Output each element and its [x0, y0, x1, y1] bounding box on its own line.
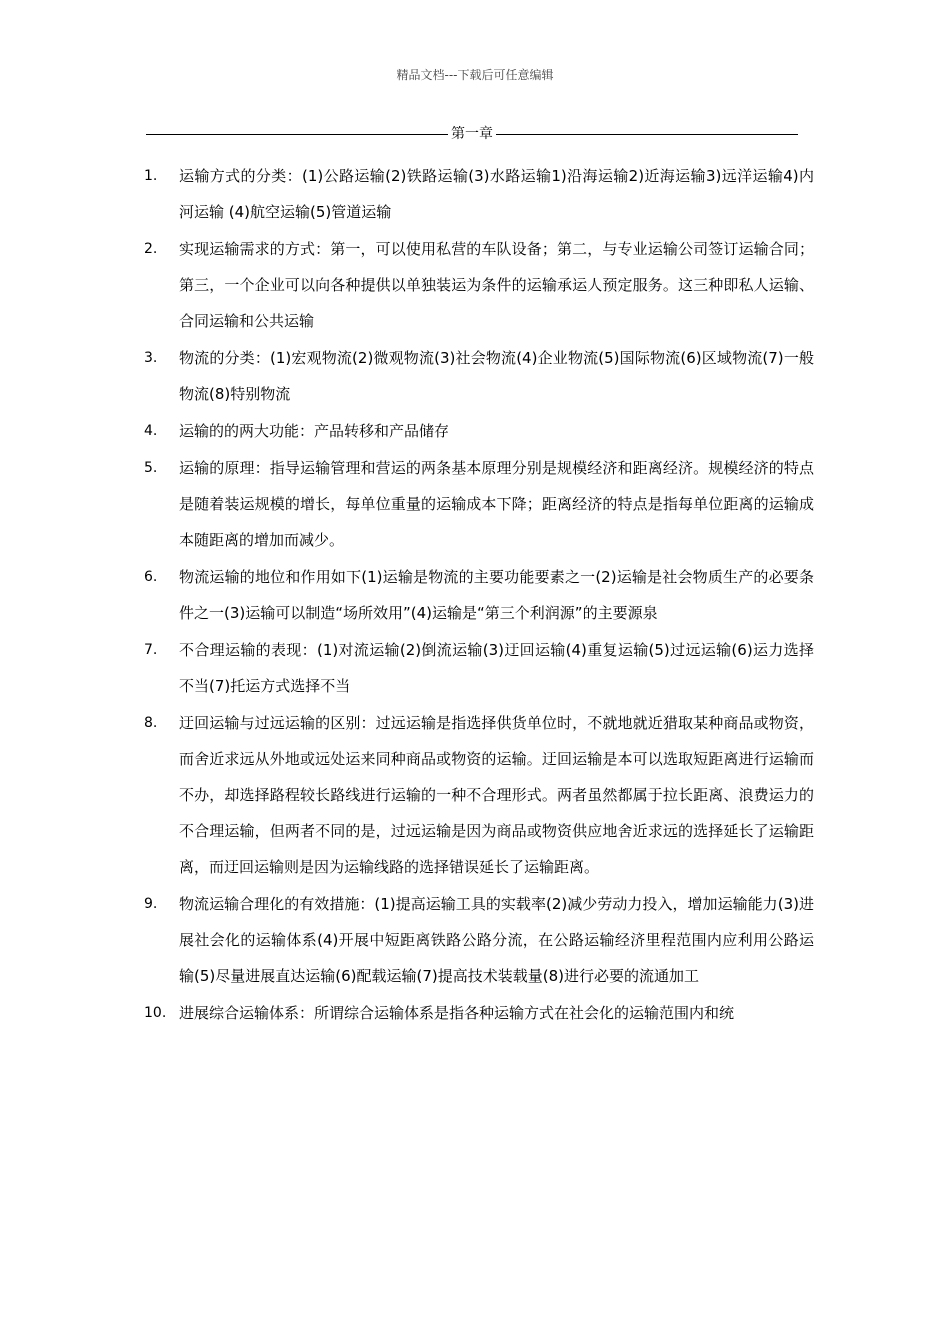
- item-text: 不合理运输的表现：(1)对流运输(2)倒流运输(3)迂回运输(4)重复运输(5)过远运输(6)运力选择不当(7)托运方式选择不当: [179, 641, 814, 695]
- item-number: 5.: [144, 460, 158, 476]
- chapter-rule-right: [496, 134, 798, 135]
- item-number: 10.: [144, 1005, 167, 1021]
- item-text: 实现运输需求的方式：第一，可以使用私营的车队设备；第二，与专业运输公司签订运输合同；第三，一个企业可以向各种提供以单独装运为条件的运输承运人预定服务。这三种即私人运输、合同运输和公共运输: [179, 240, 814, 330]
- item-number: 3.: [144, 350, 158, 366]
- item-number: 6.: [144, 569, 158, 585]
- list-item: [144, 559, 814, 631]
- item-text: 物流运输的地位和作用如下(1)运输是物流的主要功能要素之一(2)运输是社会物质生产的必要条件之一(3)运输可以制造“场所效用”(4)运输是“第三个利润源”的主要源泉: [179, 568, 814, 622]
- page-header-note: 精品文档---下载后可任意编辑: [396, 68, 554, 82]
- item-number: 2.: [144, 241, 158, 257]
- item-text: 运输的原理：指导运输管理和营运的两条基本原理分别是规模经济和距离经济。规模经济的特点是随着装运规模的增长，每单位重量的运输成本下降；距离经济的特点是指每单位距离的运输成本随距离的增加而减少。: [179, 459, 814, 549]
- list-item: [144, 340, 814, 412]
- item-text: 进展综合运输体系：所谓综合运输体系是指各种运输方式在社会化的运输范围内和统: [179, 1004, 735, 1022]
- item-number: 1.: [144, 168, 158, 184]
- numbered-list: [144, 158, 814, 1032]
- list-item: [144, 705, 814, 885]
- list-item: [144, 413, 814, 449]
- item-text: 运输方式的分类：(1)公路运输(2)铁路运输(3)水路运输1)沿海运输2)近海运输3)远洋运输4)内河运输 (4)航空运输(5)管道运输: [179, 167, 814, 221]
- chapter-rule-left: [146, 134, 448, 135]
- chapter-heading: [146, 123, 798, 145]
- chapter-title: 第一章: [451, 126, 493, 142]
- item-text: 运输的的两大功能：产品转移和产品储存: [179, 422, 450, 440]
- list-item: [144, 158, 814, 230]
- item-number: 9.: [144, 896, 158, 912]
- item-text: 物流运输合理化的有效措施：(1)提高运输工具的实载率(2)减少劳动力投入，增加运输能力(3)进展社会化的运输体系(4)开展中短距离铁路公路分流，在公路运输经济里程范围内应利用公路运输(5)尽量进展直达运输(6)配载运输(7)提高技术装载量(8)进行必要的流通加工: [179, 895, 814, 985]
- list-item: [144, 231, 814, 339]
- item-number: 7.: [144, 642, 158, 658]
- item-number: 8.: [144, 715, 158, 731]
- item-text: 迂回运输与过远运输的区别：过远运输是指选择供货单位时，不就地就近猎取某种商品或物资，而舍近求远从外地或远处运来同种商品或物资的运输。迂回运输是本可以选取短距离进行运输而不办，却选择路程较长路线进行运输的一种不合理形式。两者虽然都属于拉长距离、浪费运力的不合理运输，但两者不同的是，过远运输是因为商品或物资供应地舍近求远的选择延长了运输距离，而迂回运输则是因为运输线路的选择错误延长了运输距离。: [179, 714, 814, 876]
- list-item: [144, 632, 814, 704]
- item-number: 4.: [144, 423, 158, 439]
- list-item: [144, 886, 814, 994]
- list-item: [144, 450, 814, 558]
- item-text: 物流的分类：(1)宏观物流(2)微观物流(3)社会物流(4)企业物流(5)国际物流(6)区域物流(7)一般物流(8)特别物流: [179, 349, 814, 403]
- list-item: [144, 995, 814, 1031]
